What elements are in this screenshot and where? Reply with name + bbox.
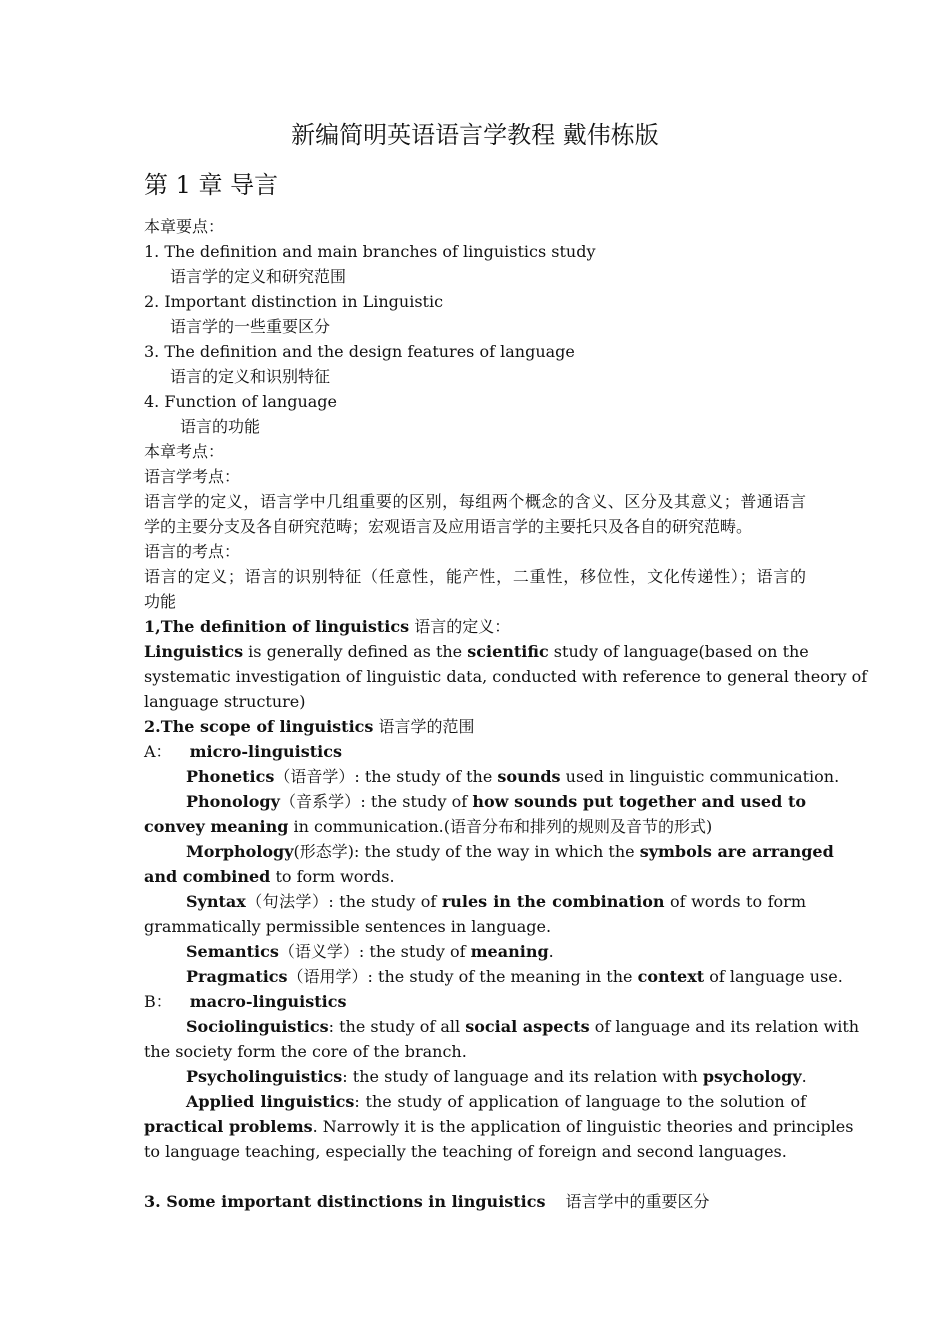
language-exam-label: 语言的考点： bbox=[144, 542, 241, 561]
linguistics-exam-label: 语言学考点： bbox=[144, 467, 241, 486]
syntax-line-2: grammatically permissible sentences in language. bbox=[144, 917, 552, 936]
applied-linguistics-line-1 bbox=[186, 1089, 806, 1114]
section-2-heading-zh: 语言学的范围 bbox=[378, 717, 475, 736]
term-phonology-zh: （音系学） bbox=[279, 792, 361, 811]
term-psychology: psychology bbox=[702, 1067, 802, 1086]
key-point-3-en: 3. The definition and the design features of language bbox=[144, 342, 575, 361]
key-point-3-zh: 语言的定义和识别特征 bbox=[170, 367, 331, 386]
term-scientific: scientific bbox=[467, 642, 549, 661]
section-1-line-3: language structure) bbox=[144, 692, 306, 711]
linguistics-exam-text-2: 学的主要分支及各自研究范畴；宏观语言及应用语言学的主要托只及各自的研究范畴。 bbox=[144, 517, 753, 536]
section-1-heading bbox=[144, 614, 806, 639]
macro-linguistics-heading bbox=[144, 989, 806, 1014]
text-span: of language and its relation with bbox=[589, 1017, 860, 1036]
pragmatics-line bbox=[186, 964, 843, 989]
section-1-line-2: systematic investigation of linguistic data, conducted with reference to general theory of bbox=[144, 667, 868, 686]
text-span: : the study of application of language to the solution of bbox=[354, 1092, 807, 1111]
term-sounds: sounds bbox=[497, 767, 561, 786]
text-span: to form words. bbox=[270, 867, 395, 886]
term-morphology: Morphology bbox=[186, 842, 294, 861]
syntax-line-1 bbox=[186, 889, 806, 914]
semantics-line bbox=[186, 939, 806, 964]
term-syntax-zh: （句法学） bbox=[245, 892, 329, 911]
term-semantics: Semantics bbox=[186, 942, 279, 961]
document-title: 新编简明英语语言学教程 戴伟栋版 bbox=[291, 121, 659, 149]
micro-linguistics-title: micro-linguistics bbox=[189, 742, 342, 761]
micro-linguistics-heading bbox=[144, 739, 806, 764]
applied-linguistics-line-3: to language teaching, especially the teaching of foreign and second languages. bbox=[144, 1142, 787, 1161]
section-2-heading bbox=[144, 714, 806, 739]
section-3-heading-zh: 语言学中的重要区分 bbox=[565, 1192, 710, 1211]
morphology-emphasis-2: and combined bbox=[144, 867, 271, 886]
sociolinguistics-line-1 bbox=[186, 1014, 860, 1039]
text-span: : the study of the bbox=[354, 767, 498, 786]
term-syntax: Syntax bbox=[186, 892, 246, 911]
phonology-emphasis: how sounds put together and used to bbox=[472, 792, 807, 811]
sociolinguistics-line-2: the society form the core of the branch. bbox=[144, 1042, 467, 1061]
morphology-line-1 bbox=[186, 839, 834, 864]
text-span: : the study of bbox=[328, 892, 442, 911]
text-span: . Narrowly it is the application of linguistic theories and principles bbox=[312, 1117, 854, 1136]
text-span: in communication. bbox=[288, 817, 444, 836]
language-exam-text-2: 功能 bbox=[144, 592, 177, 611]
term-semantics-zh: （语义学） bbox=[278, 942, 359, 961]
term-pragmatics: Pragmatics bbox=[186, 967, 288, 986]
term-morphology-zh: (形态学) bbox=[293, 842, 355, 861]
section-1-heading-en: 1,The definition of linguistics bbox=[144, 617, 410, 636]
term-applied-linguistics: Applied linguistics bbox=[186, 1092, 355, 1111]
key-point-4-en: 4. Function of language bbox=[144, 392, 337, 411]
term-sociolinguistics: Sociolinguistics bbox=[186, 1017, 329, 1036]
phonology-line-2 bbox=[144, 814, 806, 839]
key-point-4-zh: 语言的功能 bbox=[180, 417, 261, 436]
text-span: : the study of bbox=[358, 942, 471, 961]
text-span: study of language(based on the bbox=[548, 642, 809, 661]
term-phonetics: Phonetics bbox=[186, 767, 275, 786]
section-1-line-1 bbox=[144, 639, 809, 664]
chapter-heading: 第 1 章 导言 bbox=[144, 171, 279, 199]
section-1-heading-zh: 语言的定义： bbox=[414, 617, 511, 636]
text-span: : the study of bbox=[360, 792, 473, 811]
list-label-b: B： bbox=[144, 992, 172, 1011]
term-practical-problems: practical problems bbox=[144, 1117, 313, 1136]
text-span: : the study of all bbox=[328, 1017, 466, 1036]
syntax-emphasis: rules in the combination bbox=[441, 892, 665, 911]
morphology-line-2 bbox=[144, 864, 806, 889]
text-span: : the study of the way in which the bbox=[354, 842, 640, 861]
key-point-2-zh: 语言学的一些重要区分 bbox=[170, 317, 331, 336]
linguistics-exam-text-1: 语言学的定义，语言学中几组重要的区别，每组两个概念的含义、区分及其意义；普通语言 bbox=[144, 492, 806, 511]
morphology-emphasis: symbols are arranged bbox=[639, 842, 834, 861]
key-point-1-en: 1. The definition and main branches of linguistics study bbox=[144, 242, 596, 261]
text-span: of language use. bbox=[704, 967, 843, 986]
phonology-emphasis-2: convey meaning bbox=[144, 817, 289, 836]
section-2-heading-en: 2.The scope of linguistics bbox=[144, 717, 374, 736]
key-point-1-zh: 语言学的定义和研究范围 bbox=[170, 267, 347, 286]
phonology-note-zh: (语音分布和排列的规则及音节的形式) bbox=[443, 817, 713, 836]
language-exam-text-1: 语言的定义；语言的识别特征（任意性，能产性，二重性，移位性，文化传递性）；语言的 bbox=[144, 567, 806, 586]
text-span: used in linguistic communication. bbox=[560, 767, 840, 786]
term-meaning: meaning bbox=[470, 942, 549, 961]
text-span: of words to form bbox=[664, 892, 807, 911]
psycholinguistics-line bbox=[186, 1064, 806, 1089]
section-3-heading bbox=[144, 1189, 806, 1214]
term-phonetics-zh: （语音学） bbox=[274, 767, 355, 786]
key-point-2-en: 2. Important distinction in Linguistic bbox=[144, 292, 444, 311]
phonetics-line bbox=[186, 764, 840, 789]
text-span: . bbox=[801, 1067, 807, 1086]
macro-linguistics-title: macro-linguistics bbox=[189, 992, 347, 1011]
text-span: : the study of language and its relation with bbox=[342, 1067, 703, 1086]
section-3-heading-en: 3. Some important distinctions in linguistics bbox=[144, 1192, 546, 1211]
text-span: : the study of the meaning in the bbox=[367, 967, 638, 986]
exam-label: 本章考点： bbox=[144, 442, 225, 461]
term-psycholinguistics: Psycholinguistics bbox=[186, 1067, 343, 1086]
term-linguistics: Linguistics bbox=[144, 642, 244, 661]
phonology-line-1 bbox=[186, 789, 806, 814]
text-span: . bbox=[548, 942, 554, 961]
key-points-label: 本章要点： bbox=[144, 217, 225, 236]
list-label-a: A： bbox=[144, 742, 172, 761]
text-span: is generally defined as the bbox=[243, 642, 468, 661]
term-phonology: Phonology bbox=[186, 792, 280, 811]
term-social-aspects: social aspects bbox=[465, 1017, 590, 1036]
term-pragmatics-zh: （语用学） bbox=[287, 967, 368, 986]
applied-linguistics-line-2 bbox=[144, 1114, 854, 1139]
term-context: context bbox=[637, 967, 705, 986]
